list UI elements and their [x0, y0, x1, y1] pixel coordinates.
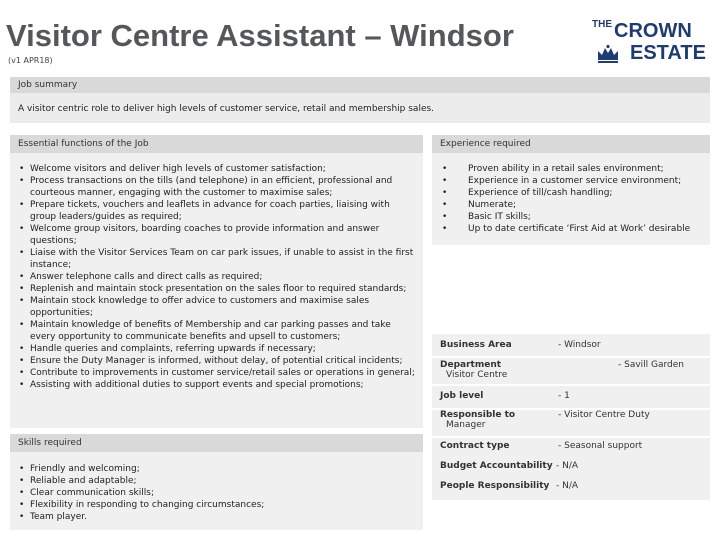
- list-item: • Assisting with additional duties to support events and special promotions;: [18, 379, 418, 391]
- people-label: People Responsibility: [440, 481, 550, 491]
- essential-functions-list: [18, 163, 418, 391]
- logo-the: THE: [592, 19, 612, 30]
- contract-type-row: [432, 438, 710, 460]
- crown-estate-logo: [592, 20, 704, 66]
- responsible-to-row: [432, 410, 710, 436]
- experience-list: [440, 163, 705, 235]
- list-item: • Answer telephone calls and direct calls as required;: [18, 271, 418, 283]
- people-value: - N/A: [556, 481, 579, 491]
- list-item: • Contribute to improvements in customer service/retail sales or operations in general;: [18, 367, 418, 379]
- contract-type-label: Contract type: [440, 441, 510, 451]
- department-sub: Visitor Centre: [446, 370, 508, 380]
- contract-type-value: - Seasonal support: [558, 441, 643, 451]
- list-item: • Handle queries and complaints, referring upwards if necessary;: [18, 343, 418, 355]
- skills-list: [18, 463, 418, 523]
- department-value: - Savill Garden: [618, 360, 685, 370]
- list-item: • Liaise with the Visitor Services Team on car park issues, if unable to assist in the first instance;: [18, 247, 418, 271]
- people-row: [432, 478, 710, 500]
- budget-value: - N/A: [556, 461, 579, 471]
- experience-heading: Experience required: [440, 139, 531, 149]
- skills-heading: Skills required: [18, 438, 82, 448]
- job-level-label: Job level: [440, 391, 484, 401]
- list-item: • Experience in a customer service environment;: [440, 175, 705, 187]
- logo-line2: ESTATE: [630, 42, 706, 64]
- job-summary-text: A visitor centric role to deliver high levels of customer service, retail and membership sales.: [18, 104, 435, 114]
- list-item: • Flexibility in responding to changing circumstances;: [18, 499, 418, 511]
- list-item: • Friendly and welcoming;: [18, 463, 418, 475]
- budget-label: Budget Accountability: [440, 461, 553, 471]
- logo-crown-text: CROWN: [614, 20, 692, 42]
- list-item: • Reliable and adaptable;: [18, 475, 418, 487]
- list-item: • Maintain knowledge of benefits of Membership and car parking passes and take every opportunity to communicate benefits and upsell to customers;: [18, 319, 418, 343]
- business-area-value: - Windsor: [558, 340, 601, 350]
- list-item: • Prepare tickets, vouchers and leaflets in advance for coach parties, liaising with group leaders/guides as required;: [18, 199, 418, 223]
- crown-icon: [596, 44, 620, 64]
- essential-functions-heading: Essential functions of the Job: [18, 139, 149, 149]
- list-item: • Team player.: [18, 511, 418, 523]
- business-area-row: [432, 334, 710, 356]
- business-area-label: Business Area: [440, 340, 512, 350]
- department-row: [432, 358, 710, 384]
- list-item: • Proven ability in a retail sales environment;: [440, 163, 705, 175]
- version-label: (v1 APR18): [8, 56, 53, 65]
- list-item: • Welcome group visitors, boarding coaches to provide information and answer questions;: [18, 223, 418, 247]
- responsible-to-label: Responsible to: [440, 410, 516, 420]
- list-item: • Maintain stock knowledge to offer advice to customers and maximise sales opportunities;: [18, 295, 418, 319]
- logo-line1: [592, 20, 692, 42]
- list-item: • Replenish and maintain stock presentation on the sales floor to required standards;: [18, 283, 418, 295]
- responsible-to-sub: Manager: [446, 420, 486, 430]
- responsible-to-value: - Visitor Centre Duty: [558, 410, 650, 420]
- list-item: • Experience of till/cash handling;: [440, 187, 705, 199]
- job-summary-heading: Job summary: [18, 80, 78, 90]
- list-item: • Clear communication skills;: [18, 487, 418, 499]
- list-item: • Welcome visitors and deliver high levels of customer satisfaction;: [18, 163, 418, 175]
- job-level-value: - 1: [558, 391, 570, 401]
- department-label: Department: [440, 360, 502, 370]
- list-item: • Ensure the Duty Manager is informed, without delay, of potential critical incidents;: [18, 355, 418, 367]
- budget-row: [432, 458, 710, 480]
- list-item: • Numerate;: [440, 199, 705, 211]
- list-item: • Process transactions on the tills (and telephone) in an efficient, professional and courteous manner, engaging with the customer to maximise sales;: [18, 175, 418, 199]
- list-item: • Up to date certificate ‘First Aid at Work’ desirable: [440, 223, 705, 235]
- job-level-row: [432, 386, 710, 408]
- job-summary-header-bar: [10, 77, 710, 93]
- page-title: Visitor Centre Assistant – Windsor: [6, 18, 514, 53]
- list-item: • Basic IT skills;: [440, 211, 705, 223]
- job-details-panel: [432, 328, 710, 530]
